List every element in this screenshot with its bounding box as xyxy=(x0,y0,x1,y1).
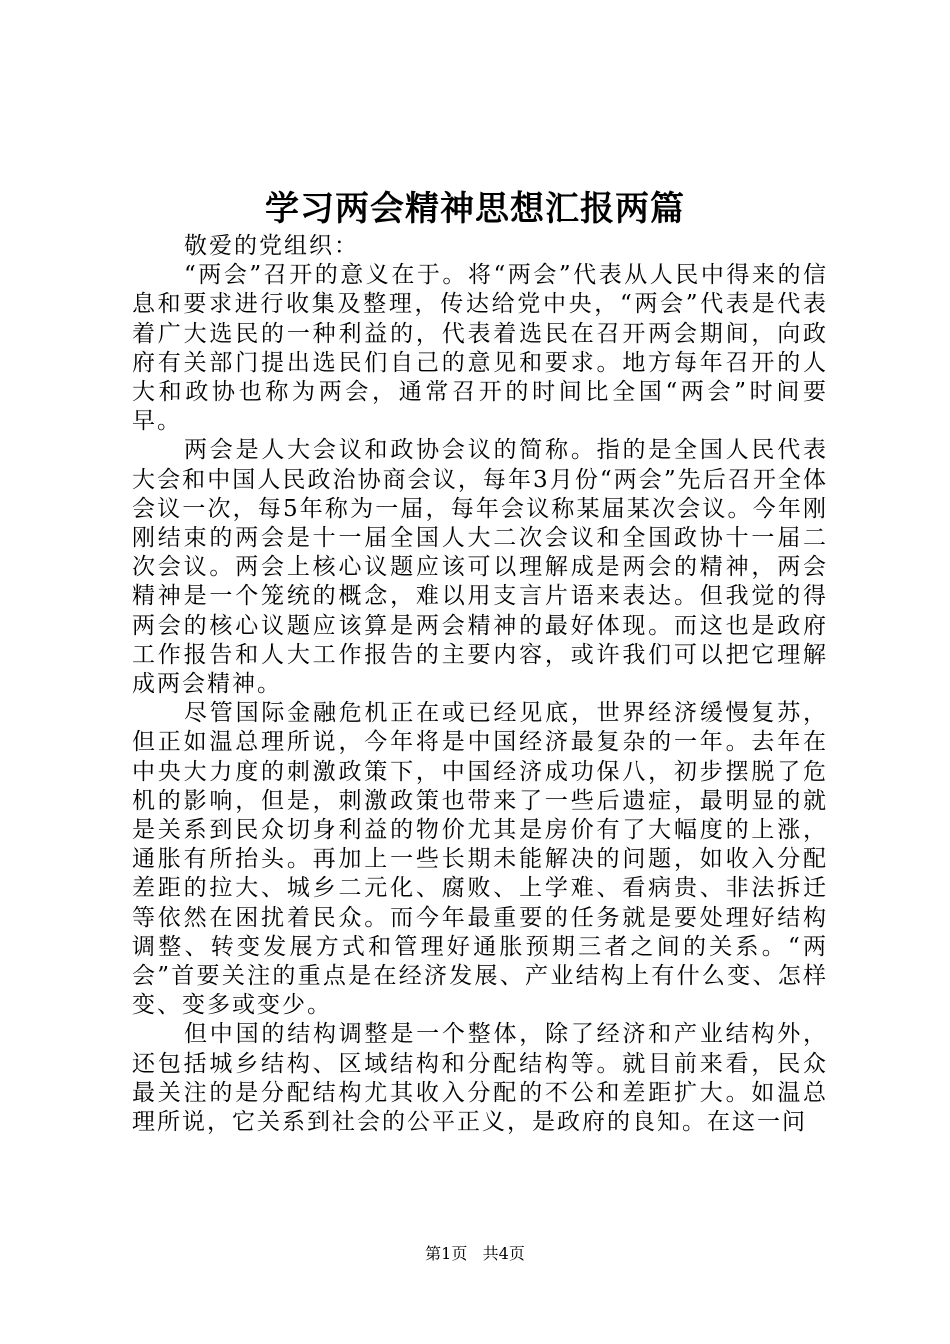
page-number: 第1页 xyxy=(425,1244,468,1263)
page-footer xyxy=(0,1244,950,1264)
page-total: 共4页 xyxy=(482,1244,525,1263)
paragraph-2: 两会是人大会议和政协会议的简称。指的是全国人民代表大会和中国人民政治协商会议，每年3月份“两会”先后召开全体会议一次，每5年称为一届，每年会议称某届某次会议。今年刚刚结束的两会是十一届全国人大二次会议和全国政协十一届二次会议。两会上核心议题应该可以理解成是两会的精神，两会精神是一个笼统的概念，难以用支言片语来表达。但我觉的得两会的核心议题应该算是两会精神的最好体现。而这也是政府工作报告和人大工作报告的主要内容，或许我们可以把它理解成两会精神。 xyxy=(132,437,828,698)
document-body xyxy=(132,232,828,1137)
salutation: 敬爱的党组织： xyxy=(184,233,359,259)
paragraph-1: “两会”召开的意义在于。将“两会”代表从人民中得来的信息和要求进行收集及整理，传达给党中央，“两会”代表是代表着广大选民的一种利益的，代表着选民在召开两会期间，向政府有关部门提出选民们自己的意见和要求。地方每年召开的人大和政协也称为两会，通常召开的时间比全国“两会”时间要早。 xyxy=(132,262,828,435)
document-title: 学习两会精神思想汇报两篇 xyxy=(265,189,685,229)
paragraph-3: 尽管国际金融危机正在或已经见底，世界经济缓慢复苏，但正如温总理所说，今年将是中国经济最复杂的一年。去年在中央大力度的刺激政策下，中国经济成功保八，初步摆脱了危机的影响，但是，刺激政策也带来了一些后遗症，最明显的就是关系到民众切身利益的物价尤其是房价有了大幅度的上涨，通胀有所抬头。再加上一些长期未能解决的问题，如收入分配差距的拉大、城乡二元化、腐败、上学难、看病贵、非法拆迁等依然在困扰着民众。而今年最重要的任务就是要处理好结构调整、转变发展方式和管理好通胀预期三者之间的关系。“两会”首要关注的重点是在经济发展、产业结构上有什么变、怎样变、变多或变少。 xyxy=(132,700,828,1019)
paragraph-4: 但中国的结构调整是一个整体，除了经济和产业结构外，还包括城乡结构、区域结构和分配结构等。就目前来看，民众最关注的是分配结构尤其收入分配的不公和差距扩大。如温总理所说，它关系到社会的公平正义，是政府的良知。在这一问 xyxy=(132,1021,828,1136)
